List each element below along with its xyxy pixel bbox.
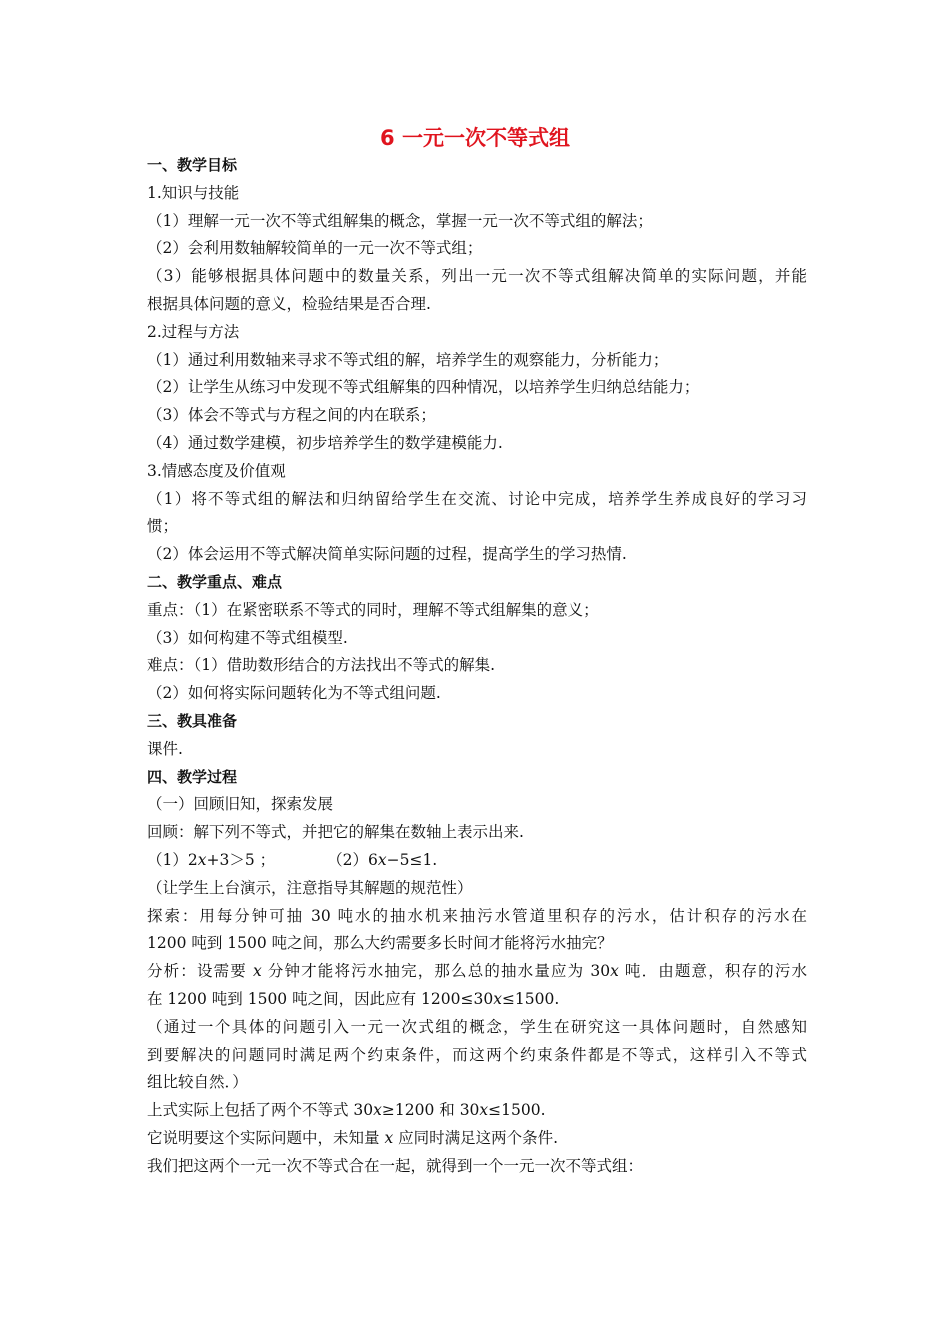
paragraph: （4）通过数学建模，初步培养学生的数学建模能力. bbox=[147, 433, 503, 452]
paragraph: 分析：设需要 x 分钟才能将污水抽完，那么总的抽水量应为 30x 吨．由题意，积存的污水 bbox=[147, 962, 807, 981]
paragraph: 到要解决的问题同时满足两个约束条件，而这两个约束条件都是不等式，这样引入不等式 bbox=[147, 1045, 807, 1064]
paragraph: 惯； bbox=[147, 517, 179, 536]
subsection-heading: 3.情感态度及价值观 bbox=[147, 461, 286, 480]
subsection-heading: 2.过程与方法 bbox=[147, 322, 240, 341]
paragraph: 难点：（1）借助数形结合的方法找出不等式的解集. bbox=[147, 656, 496, 675]
paragraph: （一）回顾旧知，探索发展 bbox=[147, 795, 334, 814]
paragraph: 重点：（1）在紧密联系不等式的同时，理解不等式组解集的意义； bbox=[147, 600, 599, 619]
exercise-1: （1）2x+3＞5 ； bbox=[147, 850, 276, 869]
exercise-line bbox=[147, 847, 807, 875]
section-heading: 三、教具准备 bbox=[147, 711, 238, 730]
paragraph: （2）体会运用不等式解决简单实际问题的过程，提高学生的学习热情. bbox=[147, 545, 627, 564]
paragraph: 上式实际上包括了两个不等式 30x≥1200 和 30x≤1500. bbox=[147, 1101, 546, 1120]
paragraph: 根据具体问题的意义，检验结果是否合理. bbox=[147, 294, 431, 313]
section-heading: 四、教学过程 bbox=[147, 767, 238, 786]
document-body bbox=[147, 152, 807, 1180]
paragraph: （2）如何将实际问题转化为不等式组问题. bbox=[147, 684, 441, 703]
paragraph: 1200 吨到 1500 吨之间，那么大约需要多长时间才能将污水抽完？ bbox=[147, 934, 613, 953]
subsection-heading: 1.知识与技能 bbox=[147, 183, 240, 202]
paragraph: 在 1200 吨到 1500 吨之间，因此应有 1200≤30x≤1500. bbox=[147, 989, 560, 1008]
section-heading: 二、教学重点、难点 bbox=[147, 572, 283, 591]
paragraph: （3）能够根据具体问题中的数量关系，列出一元一次不等式组解决简单的实际问题，并能 bbox=[147, 267, 807, 286]
paragraph: （3）体会不等式与方程之间的内在联系； bbox=[147, 406, 436, 425]
paragraph: （1）将不等式组的解法和归纳留给学生在交流、讨论中完成，培养学生养成良好的学习习 bbox=[147, 489, 807, 508]
section-heading: 一、教学目标 bbox=[147, 156, 238, 174]
paragraph: 组比较自然．） bbox=[147, 1073, 248, 1092]
paragraph: （1）通过利用数轴来寻求不等式组的解，培养学生的观察能力，分析能力； bbox=[147, 350, 669, 369]
paragraph: 回顾：解下列不等式，并把它的解集在数轴上表示出来. bbox=[147, 823, 524, 842]
document-title: 6 一元一次不等式组 bbox=[380, 126, 570, 150]
paragraph: （1）理解一元一次不等式组解集的概念，掌握一元一次不等式组的解法； bbox=[147, 211, 653, 230]
paragraph: 探索：用每分钟可抽 30 吨水的抽水机来抽污水管道里积存的污水，估计积存的污水在 bbox=[147, 906, 807, 925]
paragraph: （2）会利用数轴解较简单的一元一次不等式组； bbox=[147, 239, 483, 258]
paragraph: 我们把这两个一元一次不等式合在一起，就得到一个一元一次不等式组： bbox=[147, 1156, 644, 1175]
paragraph: 课件. bbox=[147, 739, 183, 758]
paragraph: 它说明要这个实际问题中，未知量 x 应同时满足这两个条件. bbox=[147, 1128, 559, 1147]
paragraph: （2）让学生从练习中发现不等式组解集的四种情况，以培养学生归纳总结能力； bbox=[147, 378, 700, 397]
paragraph: （让学生上台演示，注意指导其解题的规范性） bbox=[147, 878, 473, 897]
paragraph: （通过一个具体的问题引入一元一次式组的概念，学生在研究这一具体问题时，自然感知 bbox=[147, 1017, 807, 1036]
paragraph: （3）如何构建不等式组模型. bbox=[147, 628, 348, 647]
exercise-2: （2）6x−5≤1. bbox=[327, 850, 438, 869]
